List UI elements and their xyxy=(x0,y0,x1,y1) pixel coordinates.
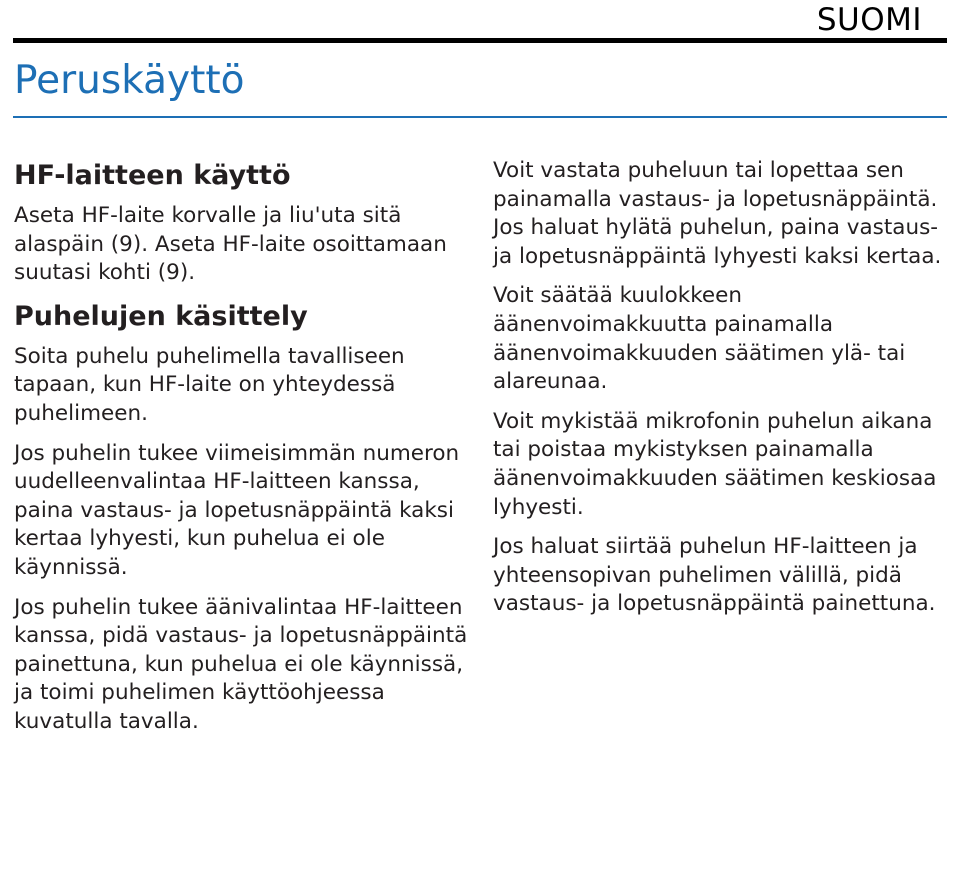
section-heading-call-handling: Puhelujen käsittely xyxy=(14,300,308,332)
paragraph-hf-placement: Aseta HF-laite korvalle ja liu'uta sitä alaspäin (9). Aseta HF-laite osoittamaan suutasi kohti (9). xyxy=(14,203,447,286)
paragraph-volume: Voit säätää kuulokkeen äänenvoimakkuutta painamalla äänenvoimakkuuden säätimen ylä- tai alareunaa. xyxy=(493,283,906,395)
paragraph-transfer: Jos haluat siirtää puhelun HF-laitteen ja yhteensopivan puhelimen välillä, pidä vastaus- ja lopetusnäppäintä painettuna. xyxy=(493,534,936,617)
paragraph-redial: Jos puhelin tukee viimeisimmän numeron uudelleenvalintaa HF-laitteen kanssa, paina vastaus- ja lopetusnäppäintä kaksi kertaa lyhyesti, kun puhelua ei ole käynnissä. xyxy=(14,440,460,580)
right-column xyxy=(493,157,953,630)
top-rule xyxy=(13,38,947,43)
paragraph-make-call: Soita puhelu puhelimella tavalliseen tapaan, kun HF-laite on yhteydessä puhelimeen. xyxy=(14,343,405,426)
page-title: Peruskäyttö xyxy=(14,58,245,103)
left-column xyxy=(14,158,484,748)
paragraph-voice-dialing: Jos puhelin tukee äänivalintaa HF-laitteen kanssa, pidä vastaus- ja lopetusnäppäintä painettuna, kun puhelua ei ole käynnissä, ja toimi puhelimen käyttöohjeessa kuvatulla tavalla. xyxy=(14,594,468,734)
section-heading-hf-use: HF-laitteen käyttö xyxy=(14,160,291,191)
paragraph-mute: Voit mykistää mikrofonin puhelun aikana tai poistaa mykistyksen painamalla äänenvoimakkuuden säätimen keskiosaa lyhyesti. xyxy=(493,408,937,520)
title-rule xyxy=(13,116,947,118)
language-label: SUOMI xyxy=(816,2,922,38)
paragraph-answer-end: Voit vastata puheluun tai lopettaa sen painamalla vastaus- ja lopetusnäppäintä. Jos haluat hylätä puhelun, paina vastaus- ja lopetusnäppäintä lyhyesti kaksi kertaa. xyxy=(493,158,942,269)
